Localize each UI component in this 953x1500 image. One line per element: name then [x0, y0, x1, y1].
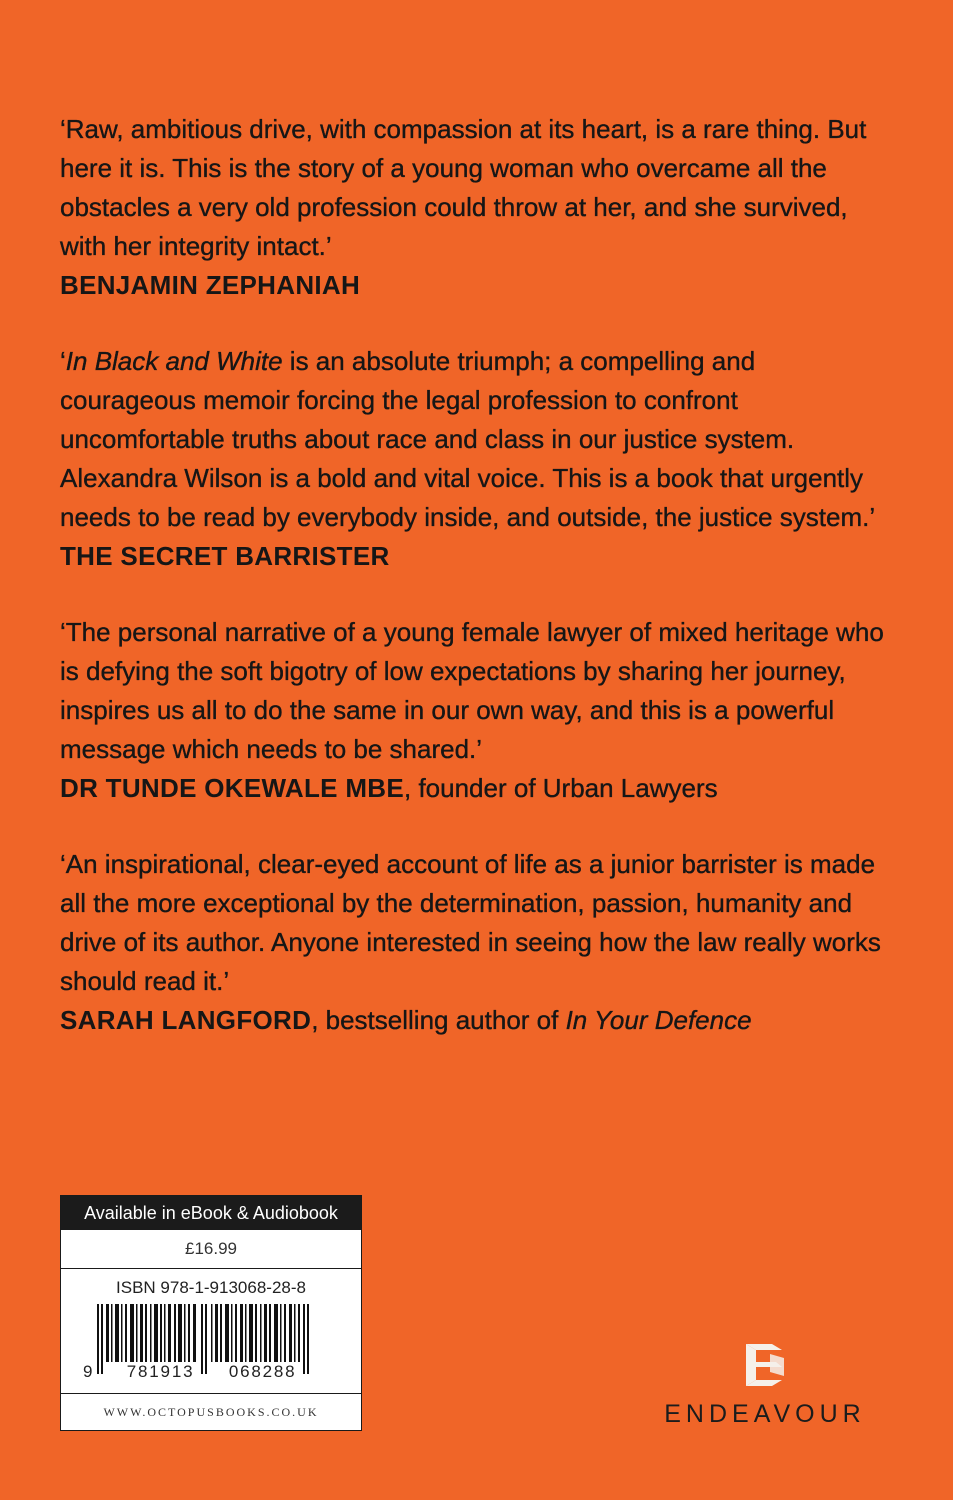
quote-text: ‘Raw, ambitious drive, with compassion at its heart, is a rare thing. But here it is. This is the story of a young woman who overcame all the obstacles a very old profession could throw at her, and she survived, with her integrity intact.’ [60, 114, 867, 261]
attribution-name: DR TUNDE OKEWALE MBE [60, 773, 404, 803]
availability-banner: Available in eBook & Audiobook [61, 1196, 361, 1230]
attribution-role: , bestselling author of [311, 1005, 566, 1035]
publisher-imprint [640, 1340, 890, 1429]
barcode [61, 1304, 361, 1382]
endorsement-4 [60, 845, 890, 1040]
barcode-digits [81, 1362, 343, 1382]
attribution [60, 769, 890, 808]
attribution-name: BENJAMIN ZEPHANIAH [60, 270, 361, 300]
price-barcode-box [60, 1195, 362, 1431]
quote-text: ‘The personal narrative of a young female lawyer of mixed heritage who is defying the soft bigotry of low expectations by sharing her journey, inspires us all to do the same in our own way, and this is a powerful message which needs to be shared.’ [60, 617, 884, 764]
publisher-website: WWW.OCTOPUSBOOKS.CO.UK [61, 1393, 361, 1430]
isbn-label: ISBN 978-1-913068-28-8 [116, 1278, 306, 1297]
barcode-digits-left: 781913 [126, 1362, 195, 1381]
attribution-book-title: In Your Defence [565, 1005, 752, 1035]
endorsement-3 [60, 613, 890, 808]
barcode-digits-right: 068288 [228, 1362, 297, 1381]
book-title: In Black and White [65, 346, 283, 376]
publisher-name: ENDEAVOUR [664, 1400, 866, 1428]
attribution-role: , founder of Urban Lawyers [404, 773, 718, 803]
endorsement-2 [60, 342, 890, 576]
endorsement-1 [60, 110, 890, 305]
attribution [60, 266, 890, 305]
quote-body: is an absolute triumph; a compelling and courageous memoir forcing the legal profession to confront uncomfortable truths about race and class in our justice system. Alexandra Wilson is a bold and vital voice. This is a book that urgently needs to be read by everybody inside, and outside, the justice system.’ [60, 346, 876, 532]
attribution-name: SARAH LANGFORD [60, 1005, 312, 1035]
attribution [60, 1001, 890, 1040]
endorsements [60, 110, 890, 1077]
attribution-name: THE SECRET BARRISTER [60, 541, 390, 571]
attribution [60, 537, 890, 576]
quote-text [60, 342, 890, 537]
quote-open-mark: ‘ [60, 346, 66, 376]
barcode-digit-first: 9 [83, 1362, 95, 1381]
endeavour-logo-icon [742, 1340, 788, 1390]
price-label: £16.99 [61, 1230, 361, 1269]
quote-text: ‘An inspirational, clear-eyed account of life as a junior barrister is made all the more exceptional by the determination, passion, humanity and drive of its author. Anyone interested in seeing how the law really works should read it.’ [60, 849, 881, 996]
